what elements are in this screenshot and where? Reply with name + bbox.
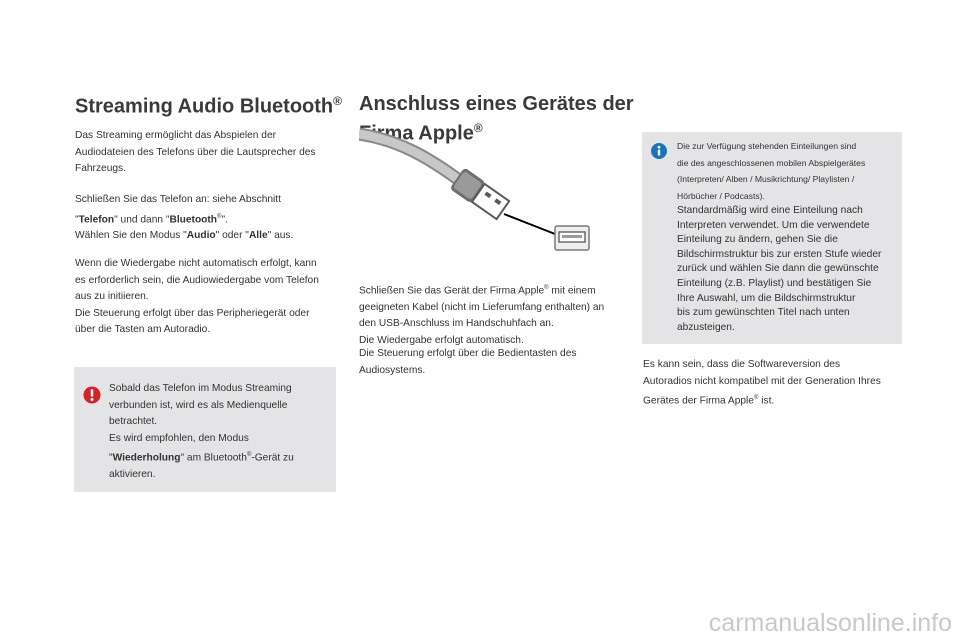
text-line: über die Tasten am Autoradio. [75,324,211,335]
streaming-intro [75,128,340,178]
text-line: betrachtet. [109,416,158,427]
usb-cable-illustration [359,128,619,258]
registered-sup: ® [753,395,759,401]
text-line: (Interpreten/ Alben / Musikrichtung/ Playlisten / [677,174,855,184]
text-line: Bildschirmstruktur bis zur ersten Stufe wieder [677,248,882,260]
text-part: " [109,452,113,464]
text-line: bis zum gewünschten Titel nach unten [677,307,850,319]
apple-control-text [359,346,627,379]
text-line: den USB-Anschluss im Handschuhfach an. [359,318,554,330]
text-line: Standardmäßig wird eine Einteilung nach [677,205,863,216]
text-line [75,209,340,229]
text-line [109,447,329,467]
warning-note-text [109,381,329,483]
text-line: aktivieren. [109,468,156,480]
text-line: Fahrzeugs. [75,163,126,174]
text-part: " [75,213,79,225]
text-line [75,228,340,245]
text-line: Audiodateien des Telefons über die Lautsprecher des [75,146,316,158]
text-line: die des angeschlossenen mobilen Abspielgerätes [677,157,866,168]
info-note-text [677,138,899,335]
apple-title-line2: Firma Apple [359,122,474,145]
menu-telefon: Telefon [78,213,115,225]
streaming-connect [75,192,340,245]
mode-audio: Audio [186,230,216,242]
text-line: es erforderlich sein, die Audiowiedergabe vom Telefon [75,274,319,286]
text-line: verbunden ist, wird es als Medienquelle [109,399,288,411]
text-line: Audiosystems. [359,364,426,376]
mode-wiederholung: Wiederholung [112,452,181,464]
text-line: Schließen Sie das Telefon an: siehe Abschnitt [75,194,281,205]
text-part: " am Bluetooth [180,452,247,464]
menu-bluetooth: Bluetooth [169,213,218,225]
text-part: " oder " [215,230,249,242]
text-line: aus zu initiieren. [75,291,149,302]
streaming-title-text: Streaming Audio Bluetooth [75,95,334,118]
text-line: Einteilung zu ändern, gehen Sie die [677,234,838,246]
registered-sup: ® [246,452,252,458]
text-line: Ihre Auswahl, um die Bildschirmstruktur [677,292,856,304]
text-line: geeigneten Kabel (nicht im Lieferumfang enthalten) an [359,301,605,313]
apple-title-line1: Anschluss eines Gerätes der [359,93,634,115]
warning-icon [83,386,101,404]
info-icon [651,143,667,159]
text-line: Das Streaming ermöglicht das Abspielen der [75,130,277,141]
text-line: Die Wiedergabe erfolgt automatisch. [359,334,524,346]
text-line: Es wird empfohlen, den Modus [109,432,249,444]
registered-sup: ® [544,285,549,291]
text-part: Schließen Sie das Gerät der Firma Apple [359,285,545,297]
registered-sup: ® [217,213,222,220]
text-line: Es kann sein, dass die Softwareversion des [643,359,841,370]
text-line: abzusteigen. [677,321,735,333]
streaming-title [75,89,342,119]
text-line: Die Steuerung erfolgt über das Peripheriegerät oder [75,307,310,319]
text-line: zurück und wählen Sie dann die gewünschte [677,263,879,275]
text-line: Einteilung (z.B. Playlist) und bestätigen Sie [677,277,872,289]
text-part: mit einem [548,285,596,297]
info-main-text [677,204,899,335]
text-part: Gerätes der Firma Apple [643,395,754,407]
text-part: " aus. [267,230,294,242]
text-line [359,280,627,300]
compatibility-text [643,357,903,410]
text-part: " und dann " [114,213,170,225]
text-line: Autoradios nicht kompatibel mit der Generation Ihres [643,375,881,387]
text-line: Wenn die Wiedergabe nicht automatisch erfolgt, kann [75,258,317,269]
text-line: Hörbücher / Podcasts). [677,190,765,201]
mode-alle: Alle [248,230,268,242]
text-part: Wählen Sie den Modus " [75,230,187,242]
text-line [643,390,903,410]
watermark: carmanualsonline.info [708,609,952,637]
apple-title-sup: ® [473,121,483,135]
streaming-title-sup: ® [333,94,342,108]
text-line: Sobald das Telefon im Modus Streaming [109,383,292,394]
text-part: ist. [758,395,775,407]
apple-connect-text [359,280,627,349]
text-part: ". [221,213,228,225]
streaming-playback [75,256,340,339]
info-note-box [642,132,902,344]
text-line: Die Steuerung erfolgt über die Bedientasten des [359,348,577,359]
warning-note-box [74,367,336,492]
text-line: Die zur Verfügung stehenden Einteilungen sind [677,141,857,151]
text-line: Interpreten verwendet. Um die verwendete [677,219,870,231]
text-part: -Gerät zu [251,452,294,464]
